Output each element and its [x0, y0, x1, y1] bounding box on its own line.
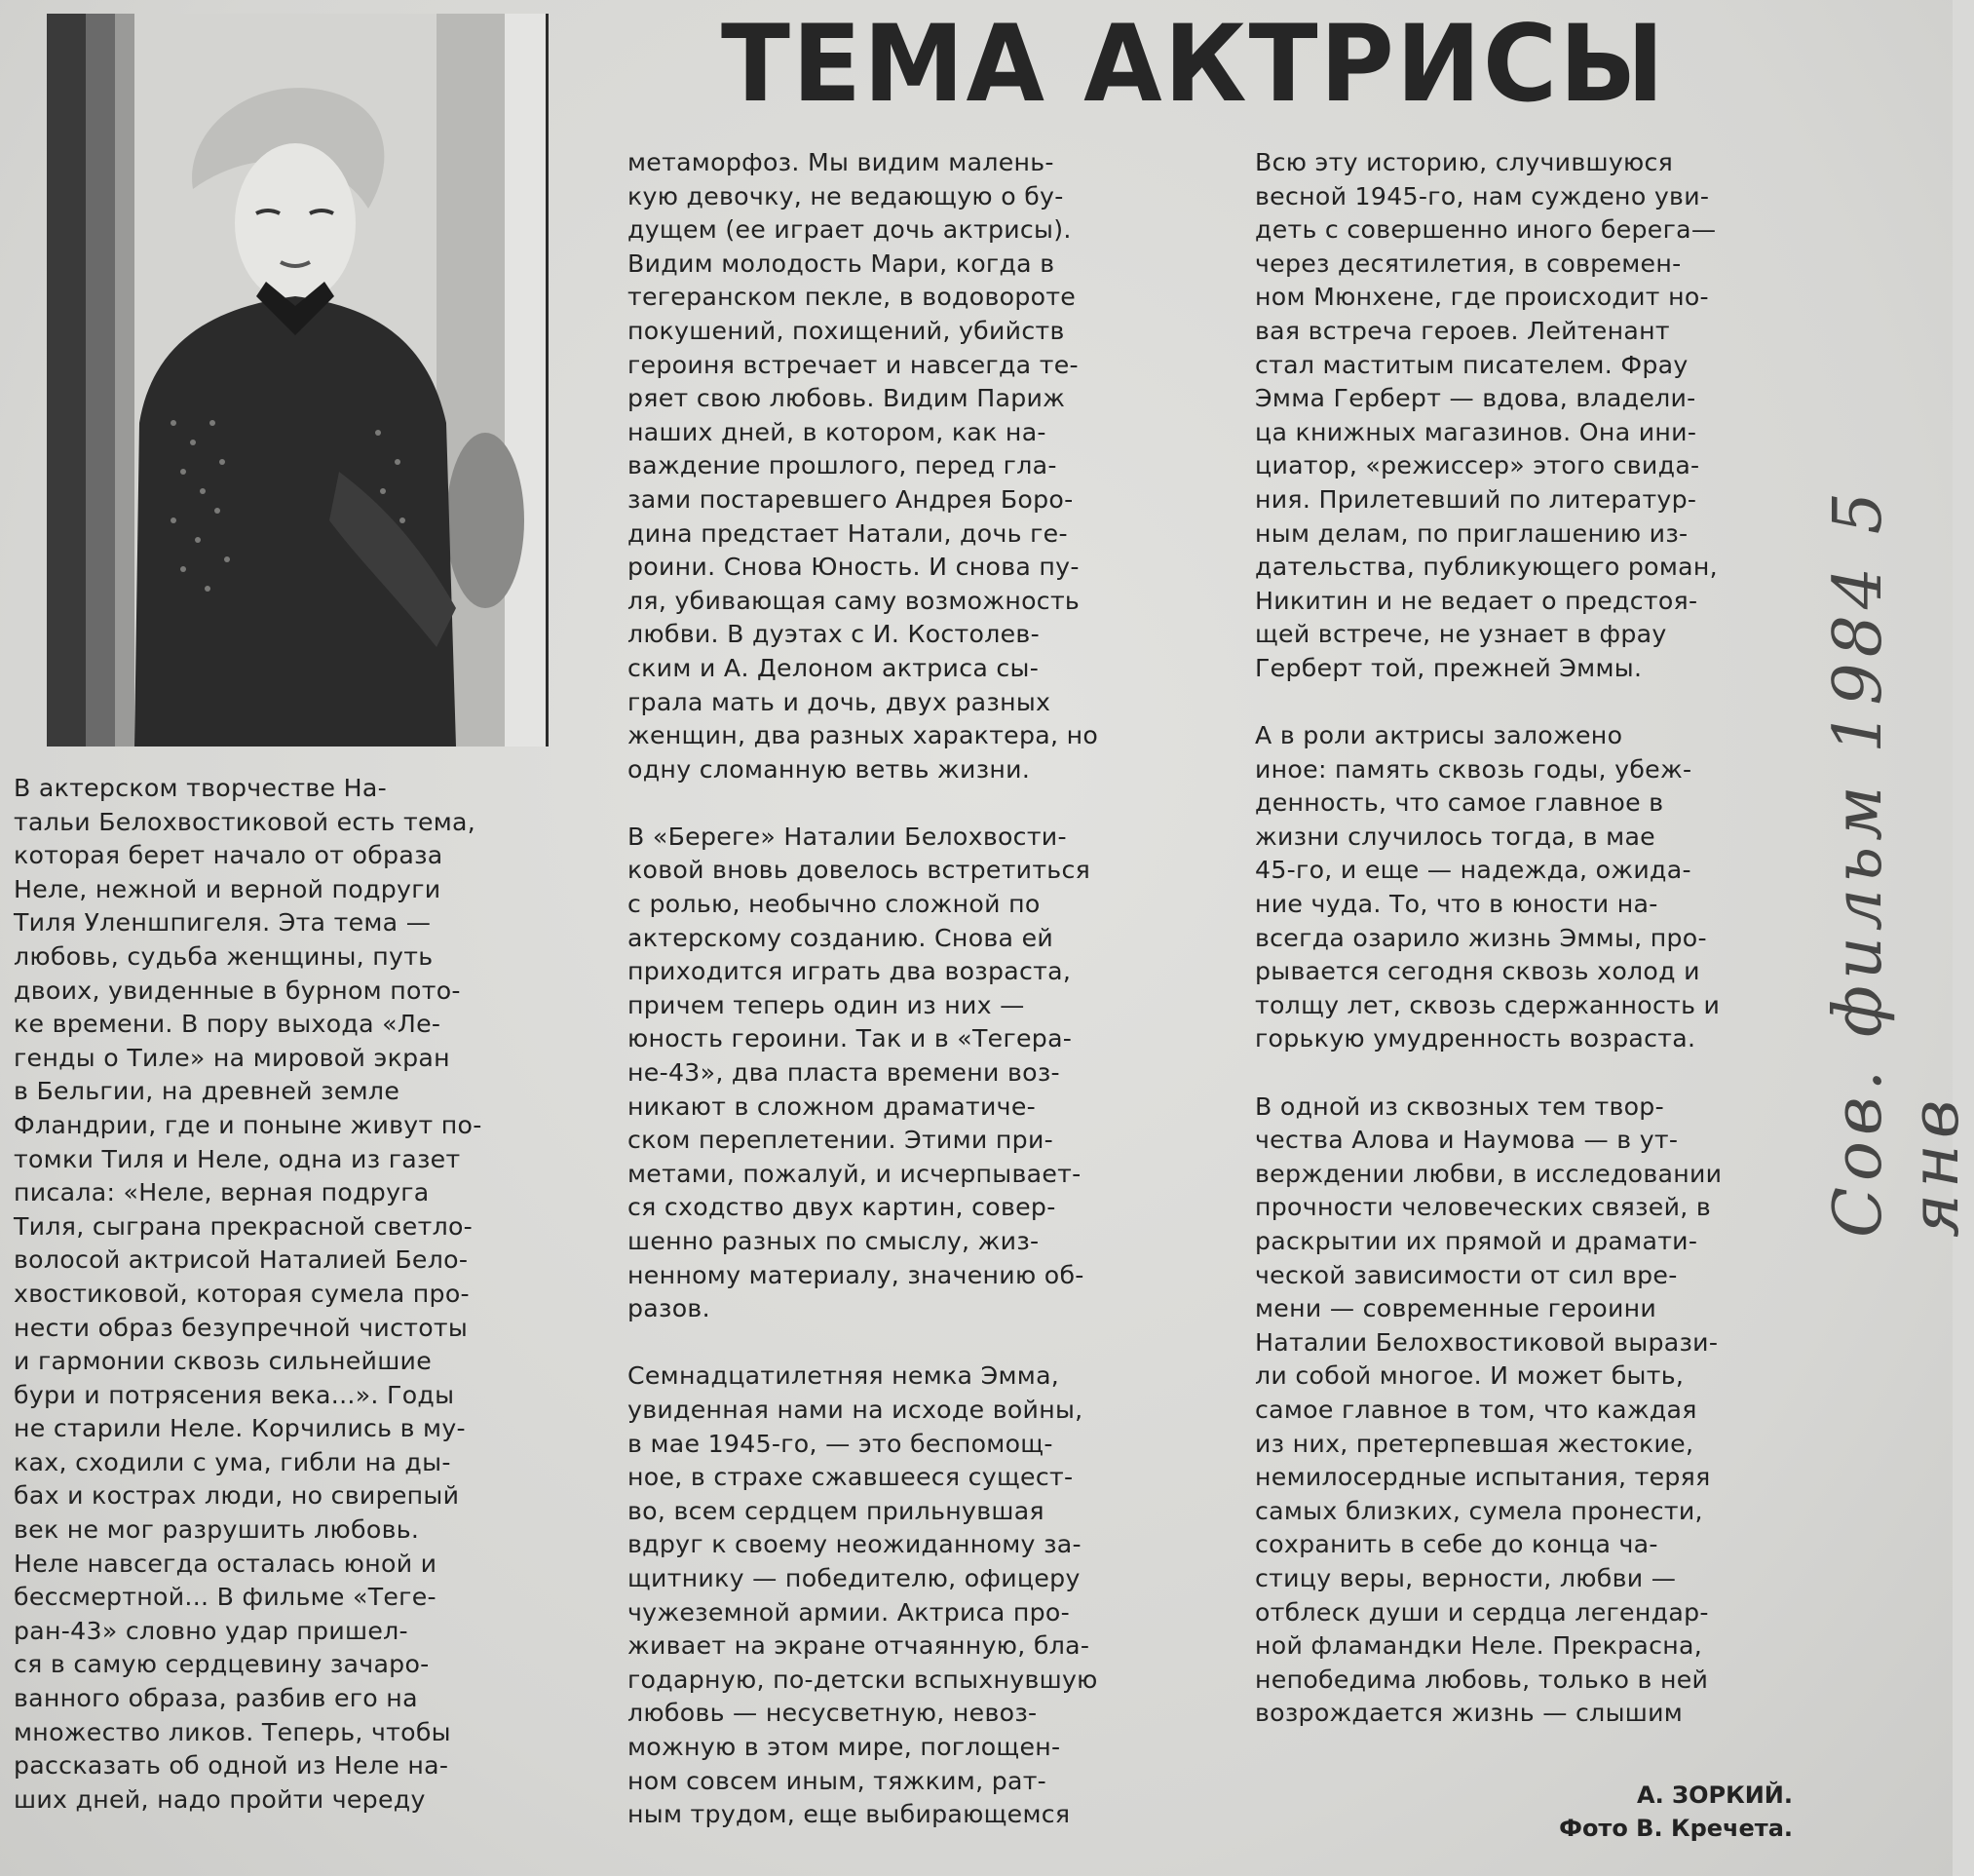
text-line: В одной из сквозных тем твор- — [1255, 1091, 1664, 1121]
text-line: ля, убивающая саму возможность — [627, 586, 1081, 615]
text-line: метами, пожалуй, и исчерпывает- — [627, 1159, 1082, 1188]
text-line: чужеземной армии. Актриса про- — [627, 1597, 1071, 1627]
text-line: прочности человеческих связей, в — [1255, 1193, 1712, 1222]
text-line: мени — современные героини — [1255, 1294, 1657, 1323]
text-line: шенно разных по смыслу, жиз- — [627, 1227, 1040, 1255]
text-line: ся сходство двух картин, совер- — [627, 1193, 1056, 1222]
text-line: женщин, два разных характера, но — [627, 721, 1099, 750]
text-line: ное, в страхе сжавшееся сущест- — [627, 1463, 1074, 1492]
text-line: Видим молодость Мари, когда в — [627, 249, 1055, 278]
author-name: А. ЗОРКИЙ. — [1637, 1781, 1793, 1809]
text-line: метаморфоз. Мы видим малень- — [627, 148, 1054, 176]
text-line — [1255, 686, 1830, 720]
text-line: ца книжных магазинов. Она ини- — [1255, 417, 1697, 446]
text-line: жизни случилось тогда, в мае — [1255, 822, 1655, 851]
text-line: стицу веры, верности, любви — — [1255, 1563, 1677, 1592]
text-line: нести образ безупречной чистоты — [14, 1313, 469, 1342]
text-line: Никитин и не ведает о предстоя- — [1255, 586, 1698, 615]
text-line: через десятилетия, в современ- — [1255, 249, 1682, 278]
text-line: вдруг к своему неожиданному за- — [627, 1530, 1082, 1559]
text-line: Герберт той, прежней Эммы. — [1255, 653, 1643, 682]
text-line: тальи Белохвостиковой есть тема, — [14, 807, 476, 836]
text-line: ванного образа, разбив его на — [14, 1684, 418, 1713]
text-line: век не мог разрушить любовь. — [14, 1515, 420, 1545]
text-line: отблеск души и сердца легендар- — [1255, 1597, 1709, 1627]
text-line: циатор, «режиссер» этого свида- — [1255, 451, 1700, 480]
text-line: не старили Неле. Корчились в му- — [14, 1414, 466, 1443]
text-line: ненному материалу, значению об- — [627, 1260, 1084, 1289]
text-line: Неле, нежной и верной подруги — [14, 874, 441, 903]
handwritten-note: Сов. фильм 1984 5 янв — [1820, 485, 1974, 1238]
text-line: денность, что самое главное в — [1255, 788, 1664, 818]
text-line: актерскому созданию. Снова ей — [627, 923, 1054, 952]
text-line: дательства, публикующего роман, — [1255, 553, 1718, 582]
text-line: стал маститым писателем. Фрау — [1255, 350, 1689, 379]
text-line: ран-43» словно удар пришел- — [14, 1616, 408, 1645]
text-line: важдение прошлого, перед гла- — [627, 451, 1057, 480]
text-line — [627, 786, 1202, 821]
text-line: весной 1945-го, нам суждено уви- — [1255, 181, 1710, 211]
text-line: сохранить в себе до конца ча- — [1255, 1530, 1658, 1559]
text-line: множество ликов. Теперь, чтобы — [14, 1717, 451, 1746]
text-line: ском переплетении. Этими при- — [627, 1126, 1053, 1155]
text-line: ли собой многое. И может быть, — [1255, 1361, 1685, 1391]
text-line: годарную, по-детски вспыхнувшую — [627, 1665, 1098, 1694]
text-line: ным трудом, еще выбирающемся — [627, 1800, 1071, 1829]
text-line: которая берет начало от образа — [14, 841, 443, 870]
text-line: чества Алова и Наумова — в ут- — [1255, 1126, 1679, 1155]
text-line: ния. Прилетевший по литератур- — [1255, 484, 1697, 514]
text-line: горькую умудренность возраста. — [1255, 1024, 1696, 1053]
article-byline — [1500, 1781, 1793, 1848]
text-line: Фландрии, где и поныне живут по- — [14, 1110, 482, 1139]
text-line: любовь, судьба женщины, путь — [14, 941, 434, 971]
text-line: верждении любви, в исследовании — [1255, 1159, 1723, 1188]
text-line: немилосердные испытания, теряя — [1255, 1463, 1711, 1492]
text-line: грала мать и дочь, двух разных — [627, 687, 1051, 716]
text-line: толщу лет, сквозь сдержанность и — [1255, 990, 1721, 1019]
text-line: дина предстает Натали, дочь ге- — [627, 518, 1068, 548]
text-line: юность героини. Так и в «Тегера- — [627, 1024, 1073, 1053]
article-column-3 — [1255, 146, 1830, 1731]
text-line: любовь — несусветную, невоз- — [627, 1699, 1038, 1728]
text-line: ским и А. Делоном актриса сы- — [627, 653, 1040, 682]
text-line: волосой актрисой Наталией Бело- — [14, 1245, 469, 1275]
text-line: покушений, похищений, убийств — [627, 316, 1065, 345]
text-line: дущем (ее играет дочь актрисы). — [627, 215, 1072, 245]
article-column-2 — [627, 146, 1202, 1832]
text-line: ке времени. В пору выхода «Ле- — [14, 1010, 441, 1039]
text-line: ряет свою любовь. Видим Париж — [627, 384, 1066, 413]
text-line: Семнадцатилетняя немка Эмма, — [627, 1361, 1060, 1391]
text-line: самых близких, сумела пронести, — [1255, 1496, 1703, 1525]
text-line: с ролью, необычно сложной по — [627, 890, 1041, 919]
text-line: самое главное в том, что каждая — [1255, 1395, 1697, 1424]
text-line: рассказать об одной из Неле на- — [14, 1751, 449, 1780]
text-line: причем теперь один из них — — [627, 990, 1025, 1019]
text-line: непобедима любовь, только в ней — [1255, 1665, 1709, 1694]
text-line: тегеранском пекле, в водовороте — [627, 283, 1077, 312]
text-line: деть с совершенно иного берега— — [1255, 215, 1717, 245]
text-line: генды о Тиле» на мировой экран — [14, 1043, 450, 1072]
text-line: ной фламандки Неле. Прекрасна, — [1255, 1631, 1703, 1661]
text-line: Тиля Уленшпигеля. Эта тема — — [14, 908, 432, 938]
text-line: возрождается жизнь — слышим — [1255, 1699, 1684, 1728]
text-line: можную в этом мире, поглощен- — [627, 1732, 1061, 1761]
text-line: приходится играть два возраста, — [627, 957, 1072, 986]
text-line: рывается сегодня сквозь холод и — [1255, 957, 1700, 986]
text-line: Наталии Белохвостиковой вырази- — [1255, 1327, 1719, 1357]
text-line: живает на экране отчаянную, бла- — [627, 1631, 1090, 1661]
text-line: ческой зависимости от сил вре- — [1255, 1260, 1678, 1289]
text-line: в Бельгии, на древней земле — [14, 1077, 400, 1106]
text-line: ших дней, надо пройти череду — [14, 1784, 426, 1814]
text-line: ном совсем иным, тяжким, рат- — [627, 1766, 1047, 1795]
text-line: двоих, увиденные в бурном пото- — [14, 976, 461, 1005]
text-line: ние чуда. То, что в юности на- — [1255, 890, 1658, 919]
text-line: раскрытии их прямой и драмати- — [1255, 1227, 1698, 1255]
text-line: одну сломанную ветвь жизни. — [627, 754, 1031, 784]
text-line: А в роли актрисы заложено — [1255, 721, 1623, 750]
text-line: зами постаревшего Андрея Боро- — [627, 484, 1074, 514]
text-line: в мае 1945-го, — это беспомощ- — [627, 1429, 1053, 1458]
text-line: Тиля, сыграна прекрасной светло- — [14, 1211, 474, 1241]
text-line: Эмма Герберт — вдова, владели- — [1255, 384, 1696, 413]
actress-photo — [47, 14, 549, 747]
text-line: иное: память сквозь годы, убеж- — [1255, 754, 1692, 784]
text-line: Неле навсегда осталась юной и — [14, 1549, 437, 1578]
photo-credit: Фото В. Кречета. — [1559, 1815, 1793, 1842]
text-line: томки Тиля и Неле, одна из газет — [14, 1144, 461, 1173]
text-line — [1255, 1056, 1830, 1091]
text-line: В актерском творчестве На- — [14, 774, 387, 802]
text-line: и гармонии сквозь сильнейшие — [14, 1347, 433, 1376]
text-line: увиденная нами на исходе войны, — [627, 1395, 1083, 1424]
text-line: 45-го, и еще — надежда, ожида- — [1255, 856, 1691, 885]
text-line: никают в сложном драматиче- — [627, 1091, 1037, 1121]
text-line: роини. Снова Юность. И снова пу- — [627, 553, 1080, 582]
text-line: всегда озарило жизнь Эммы, про- — [1255, 923, 1707, 952]
text-line: бури и потрясения века...». Годы — [14, 1380, 455, 1409]
text-line: любви. В дуэтах с И. Костолев- — [627, 620, 1040, 649]
text-line: бах и кострах люди, но свирепый — [14, 1481, 460, 1511]
text-line: разов. — [627, 1294, 710, 1323]
text-line: ковой вновь довелось встретиться — [627, 856, 1091, 885]
text-line: из них, претерпевшая жестокие, — [1255, 1429, 1694, 1458]
text-line: бессмертной... В фильме «Теге- — [14, 1583, 437, 1612]
text-line: во, всем сердцем прильнувшая — [627, 1496, 1044, 1525]
text-line: писала: «Неле, верная подруга — [14, 1178, 430, 1207]
text-line — [627, 1326, 1202, 1360]
text-line: вая встреча героев. Лейтенант — [1255, 316, 1670, 345]
text-line: В «Береге» Наталии Белохвости- — [627, 822, 1067, 851]
actress-photo-image — [47, 14, 546, 747]
text-line: кую девочку, не ведающую о бу- — [627, 181, 1064, 211]
text-line: Всю эту историю, случившуюся — [1255, 148, 1674, 176]
text-line: ся в самую сердцевину зачаро- — [14, 1650, 430, 1679]
text-line: ном Мюнхене, где происходит но- — [1255, 283, 1709, 312]
text-line: ках, сходили с ума, гибли на ды- — [14, 1447, 451, 1476]
text-line: не-43», два пласта времени воз- — [627, 1058, 1060, 1088]
article-headline: ТЕМА АКТРИСЫ — [721, 0, 1666, 127]
text-line: хвостиковой, которая сумела про- — [14, 1279, 470, 1308]
text-line: ным делам, по приглашению из- — [1255, 518, 1689, 548]
text-line: щей встрече, не узнает в фрау — [1255, 620, 1667, 649]
text-line: наших дней, в котором, как на- — [627, 417, 1046, 446]
article-column-1 — [14, 772, 581, 1817]
text-line: щитнику — победителю, офицеру — [627, 1563, 1081, 1592]
text-line: героиня встречает и навсегда те- — [627, 350, 1079, 379]
